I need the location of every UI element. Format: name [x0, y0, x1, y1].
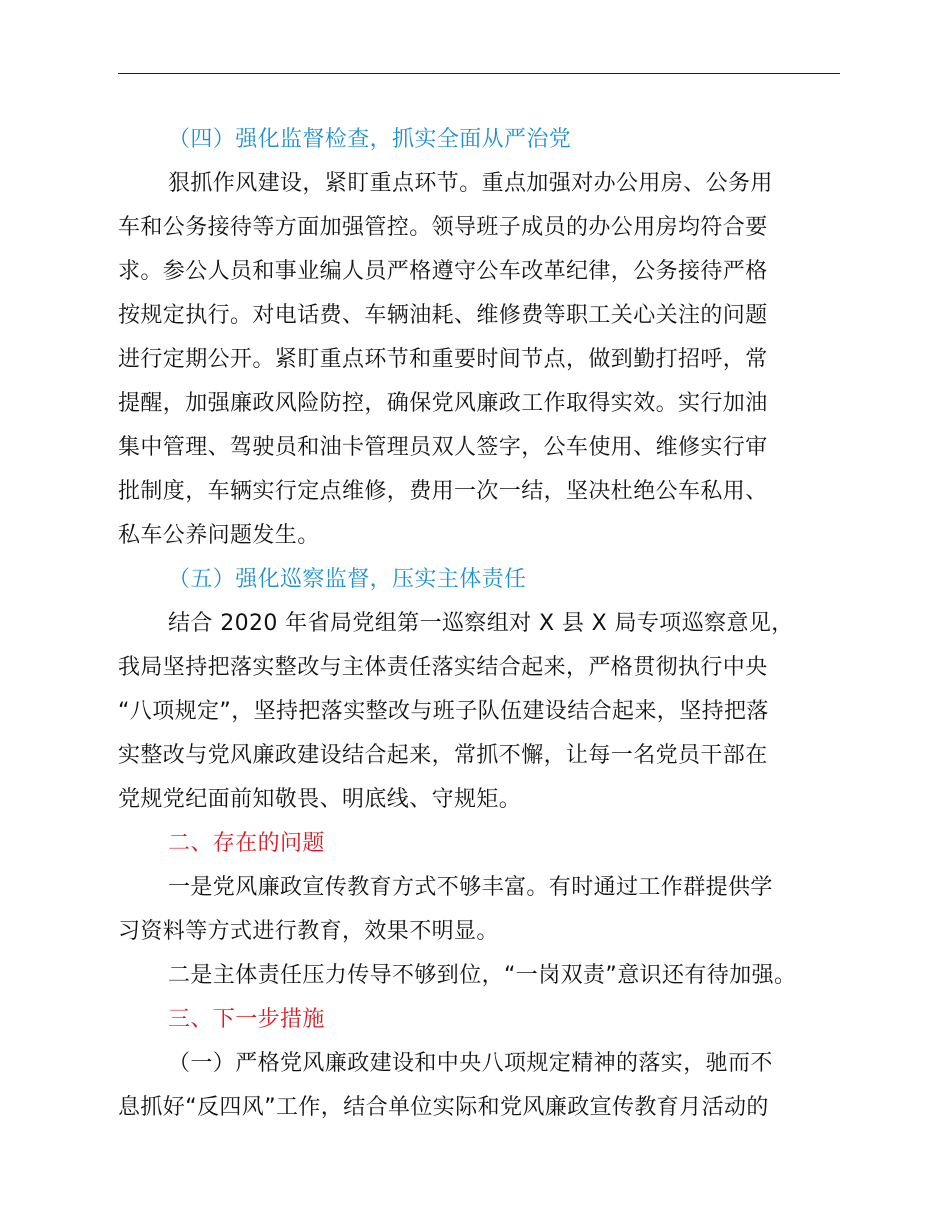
paragraph-line: 息抓好“反四风”工作，结合单位实际和党风廉政宣传教育月活动的: [118, 1095, 769, 1120]
header-rule: [118, 73, 840, 74]
paragraph-line: （一）严格党风廉政建设和中央八项规定精神的落实，驰而不: [168, 1051, 773, 1076]
paragraph-line: 批制度，车辆实行定点维修，费用一次一结，坚决杜绝公车私用、: [118, 479, 768, 504]
paragraph-line: 求。参公人员和事业编人员严格遵守公车改革纪律，公务接待严格: [118, 259, 768, 284]
paragraph-line: 我局坚持把落实整改与主体责任落实结合起来，严格贯彻执行中央: [118, 655, 768, 680]
paragraph-line: 集中管理、驾驶员和油卡管理员双人签字，公车使用、维修实行审: [118, 435, 768, 460]
paragraph-line: 车和公务接待等方面加强管控。领导班子成员的办公用房均符合要: [118, 215, 768, 240]
paragraph-line: 二是主体责任压力传导不够到位，“一岗双责”意识还有待加强。: [168, 963, 797, 988]
paragraph-line: 结合 2020 年省局党组第一巡察组对 X 县 X 局专项巡察意见，: [168, 611, 794, 636]
section-heading-problems: 二、存在的问题: [168, 831, 325, 856]
paragraph-line: 私车公养问题发生。: [118, 523, 320, 548]
section-heading-5: （五）强化巡察监督，压实主体责任: [168, 567, 527, 592]
paragraph-line: 实整改与党风廉政建设结合起来，常抓不懈，让每一名党员干部在: [118, 743, 768, 768]
paragraph-line: 狠抓作风建设，紧盯重点环节。重点加强对办公用房、公务用: [168, 171, 773, 196]
section-heading-4: （四）强化监督检查，抓实全面从严治党: [168, 127, 572, 152]
paragraph-line: 提醒，加强廉政风险防控，确保党风廉政工作取得实效。实行加油: [118, 391, 768, 416]
paragraph-line: 习资料等方式进行教育，效果不明显。: [118, 919, 499, 944]
paragraph-line: 一是党风廉政宣传教育方式不够丰富。有时通过工作群提供学: [168, 875, 773, 900]
section-heading-next-steps: 三、下一步措施: [168, 1007, 325, 1032]
paragraph-line: 进行定期公开。紧盯重点环节和重要时间节点，做到勤打招呼，常: [118, 347, 768, 372]
paragraph-line: 按规定执行。对电话费、车辆油耗、维修费等职工关心关注的问题: [118, 303, 768, 328]
paragraph-line: 党规党纪面前知敬畏、明底线、守规矩。: [118, 787, 522, 812]
paragraph-line: “八项规定”，坚持把落实整改与班子队伍建设结合起来，坚持把落: [118, 699, 769, 724]
document-body: [118, 118, 848, 1130]
